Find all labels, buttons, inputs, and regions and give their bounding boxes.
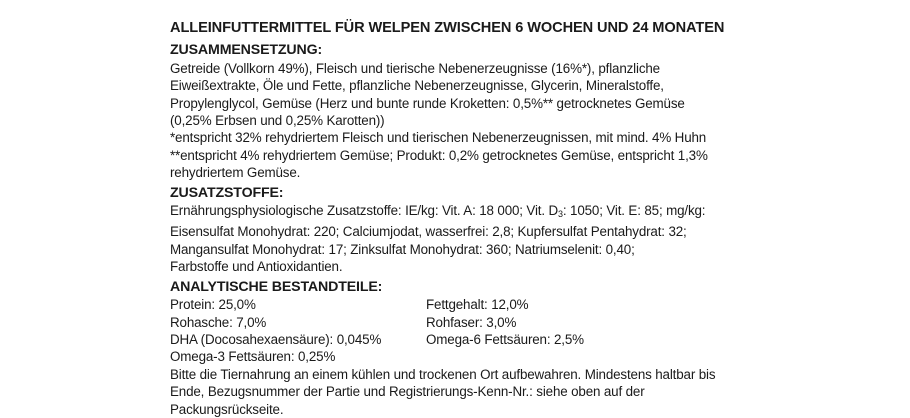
analytical-value: Rohfaser: 3,0%: [426, 314, 517, 330]
analytical-row: [170, 348, 730, 365]
composition-line: Getreide (Vollkorn 49%), Fleisch und tierische Nebenerzeugnisse (16%*), pflanzliche: [170, 60, 660, 76]
composition-heading: ZUSAMMENSETZUNG:: [170, 42, 323, 59]
analytical-value: [426, 348, 730, 365]
feeding-label: [170, 20, 730, 418]
subscript: 3: [558, 209, 563, 220]
analytical-heading: ANALYTISCHE BESTANDTEILE:: [170, 278, 383, 295]
composition-footnote: **entspricht 4% rehydriertem Gemüse; Produkt: 0,2% getrocknetes Gemüse, entspricht 1,3%: [170, 147, 708, 163]
analytical-value: Rohasche: 7,0%: [170, 314, 267, 330]
analytical-section: [170, 279, 730, 366]
analytical-value: Protein: 25,0%: [170, 297, 256, 313]
additives-text: Ernährungsphysiologische Zusatzstoffe: IE/kg: Vit. A: 18 000; Vit. D: [170, 203, 559, 219]
additives-line: Mangansulfat Monohydrat: 17; Zinksulfat Monohydrat: 360; Natriumselenit: 0,40;: [170, 241, 635, 257]
additives-section: [170, 185, 730, 276]
analytical-value: DHA (Docosahexaensäure): 0,045%: [170, 331, 382, 347]
storage-line: Ende, Bezugsnummer der Partie und Registrierungs-Kenn-Nr.: siehe oben auf der: [170, 384, 645, 400]
storage-line: Packungsrückseite.: [170, 401, 284, 417]
analytical-row: [170, 314, 730, 331]
product-title: ALLEINFUTTERMITTEL FÜR WELPEN ZWISCHEN 6 WOCHEN UND 24 MONATEN: [170, 20, 725, 36]
additives-heading: ZUSATZSTOFFE:: [170, 184, 284, 201]
analytical-value: Omega-6 Fettsäuren: 2,5%: [426, 331, 584, 347]
analytical-row: [170, 296, 730, 313]
analytical-row: [170, 331, 730, 348]
additives-line: [170, 202, 730, 223]
composition-line: (0,25% Erbsen und 0,25% Karotten)): [170, 113, 385, 129]
composition-footnote: *entspricht 32% rehydriertem Fleisch und tierischen Nebenerzeugnissen, mit mind. 4% Huhn: [170, 130, 707, 146]
composition-footnote: rehydriertem Gemüse.: [170, 165, 301, 181]
composition-line: Eiweißextrakte, Öle und Fette, pflanzliche Nebenerzeugnisse, Glycerin, Mineralstoffe,: [170, 78, 664, 94]
storage-section: [170, 366, 730, 418]
storage-line: Bitte die Tiernahrung an einem kühlen und trockenen Ort aufbewahren. Mindestens haltbar bis: [170, 366, 716, 382]
additives-text: : 1050; Vit. E: 85; mg/kg:: [562, 203, 706, 219]
analytical-value: Omega-3 Fettsäuren: 0,25%: [170, 349, 336, 365]
analytical-value: Fettgehalt: 12,0%: [426, 297, 529, 313]
composition-section: [170, 42, 730, 181]
composition-line: Propylenglycol, Gemüse (Herz und bunte runde Kroketten: 0,5%** getrocknetes Gemüse: [170, 95, 685, 111]
additives-line: Farbstoffe und Antioxidantien.: [170, 259, 343, 275]
additives-line: Eisensulfat Monohydrat: 220; Calciumjodat, wasserfrei: 2,8; Kupfersulfat Pentahydrat: 32;: [170, 224, 687, 240]
